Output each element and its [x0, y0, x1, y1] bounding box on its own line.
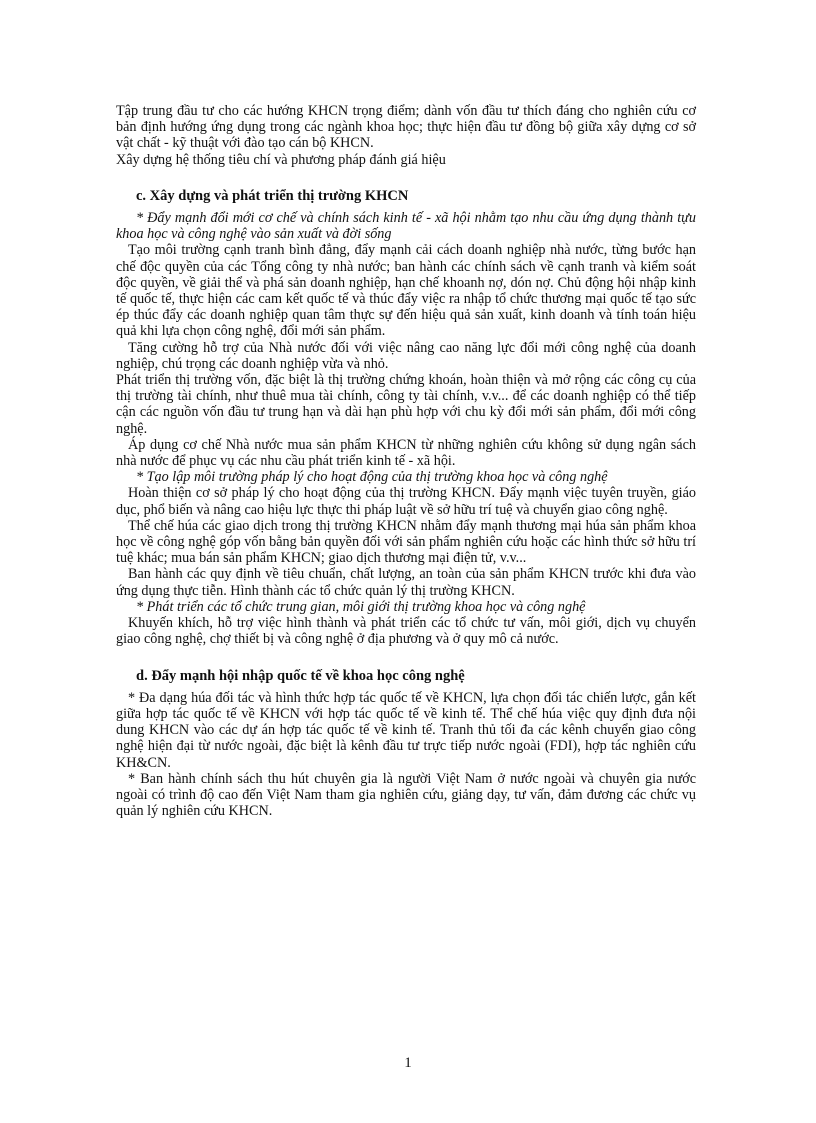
paragraph: Phát triển thị trường vốn, đặc biệt là thị trường chứng khoán, hoàn thiện và mở rộng các công cụ của thị trường tài chính, như thuê mua tài chính, công ty tài chính, v.v... để các doanh nghiệp có thể tiếp cận các nguồn vốn đầu tư trung hạn và dài hạn phù hợp với chu kỳ đổi mới sản phẩm, đổi mới công nghệ. — [116, 372, 696, 437]
paragraph: Xây dựng hệ thống tiêu chí và phương pháp đánh giá hiệu — [116, 151, 446, 168]
paragraph: Hoàn thiện cơ sở pháp lý cho hoạt động của thị trường KHCN. Đẩy mạnh việc tuyên truyền, giáo dục, phổ biến và nâng cao hiệu lực thực thi pháp luật về sở hữu trí tuệ và chuyển giao công nghệ. — [116, 485, 696, 518]
paragraph: Tăng cường hỗ trợ của Nhà nước đối với việc nâng cao năng lực đổi mới công nghệ của doanh nghiệp, chú trọng các doanh nghiệp vừa và nhỏ. — [116, 339, 696, 372]
paragraph: Tập trung đầu tư cho các hướng KHCN trọng điểm; dành vốn đầu tư thích đáng cho nghiên cứu cơ bản định hướng ứng dụng trong các ngành khoa học; thực hiện đầu tư đồng bộ giữa xây dựng cơ sở vật chất - kỹ thuật với đào tạo cán bộ KHCN. — [116, 103, 696, 152]
subheading-italic: * Đẩy mạnh đổi mới cơ chế và chính sách kinh tế - xã hội nhằm tạo nhu cầu ứng dụng thành tựu khoa học và công nghệ vào sản xuất và đời sống — [116, 210, 696, 243]
subheading-italic: * Tạo lập môi trường pháp lý cho hoạt động của thị trường khoa học và công nghệ — [136, 469, 608, 486]
paragraph: Ban hành các quy định về tiêu chuẩn, chất lượng, an toàn của sản phẩm KHCN trước khi đưa vào ứng dụng thực tiễn. Hình thành các tổ chức quản lý thị trường KHCN. — [116, 566, 696, 599]
page-number: 1 — [404, 1055, 412, 1071]
paragraph: Thể chế húa các giao dịch trong thị trường KHCN nhằm đẩy mạnh thương mại húa sản phẩm khoa học về công nghệ góp vốn bằng bản quyền đối với sản phẩm nghiên cứu hoặc các hình thức sở hữu trí tuệ khác; mua bán sản phẩm KHCN; giao dịch thương mại điện tử, v.v... — [116, 517, 696, 567]
subheading-italic: * Phát triển các tổ chức trung gian, môi giới thị trường khoa học và công nghệ — [136, 598, 586, 615]
section-heading-d: d. Đẩy mạnh hội nhập quốc tế về khoa học công nghệ — [136, 667, 465, 684]
paragraph: * Đa dạng húa đối tác và hình thức hợp tác quốc tế về KHCN, lựa chọn đối tác chiến lược, gắn kết giữa hợp tác quốc tế về KHCN với hợp tác quốc tế về kinh tế. Thể chế húa việc quy định đưa nội dung KHCN vào các dự án hợp tác quốc tế về kinh tế. Tranh thủ tối đa các kênh chuyển giao công nghệ hiện đại từ nước ngoài, đặc biệt là kênh đầu tư trực tiếp nước ngoài (FDI), hợp tác nghiên cứu KH&CN. — [116, 689, 696, 771]
paragraph: * Ban hành chính sách thu hút chuyên gia là người Việt Nam ở nước ngoài và chuyên gia nước ngoài có trình độ cao đến Việt Nam tham gia nghiên cứu, giảng dạy, tư vấn, đảm đương các chức vụ quản lý nghiên cứu KHCN. — [116, 770, 696, 820]
paragraph: Tạo môi trường cạnh tranh bình đẳng, đẩy mạnh cải cách doanh nghiệp nhà nước, từng bước hạn chế độc quyền của các Tổng công ty nhà nước; ban hành các chính sách về cạnh tranh và kiểm soát độc quyền, về giải thể và phá sản doanh nghiệp, hạn chế khoanh nợ, dón nợ. Chủ động hội nhập kinh tế quốc tế, thực hiện các cam kết quốc tế và thúc đẩy việc ra nhập tổ chức thương mại quốc tế tạo sức ép thúc đẩy các doanh nghiệp quan tâm thực sự đến hiệu quả sản xuất, kinh doanh và tính toán hiệu quả khi lựa chọn công nghệ, đổi mới sản phẩm. — [116, 242, 696, 340]
paragraph: Khuyến khích, hỗ trợ việc hình thành và phát triển các tổ chức tư vấn, môi giới, dịch vụ chuyển giao công nghệ, chợ thiết bị và công nghệ ở địa phương và ở quy mô cả nước. — [116, 615, 696, 648]
paragraph: Áp dụng cơ chế Nhà nước mua sản phẩm KHCN từ những nghiên cứu không sử dụng ngân sách nhà nước để phục vụ các nhu cầu phát triển kinh tế - xã hội. — [116, 436, 696, 470]
document-body — [116, 103, 696, 819]
section-heading-c: c. Xây dựng và phát triển thị trường KHCN — [136, 187, 409, 204]
